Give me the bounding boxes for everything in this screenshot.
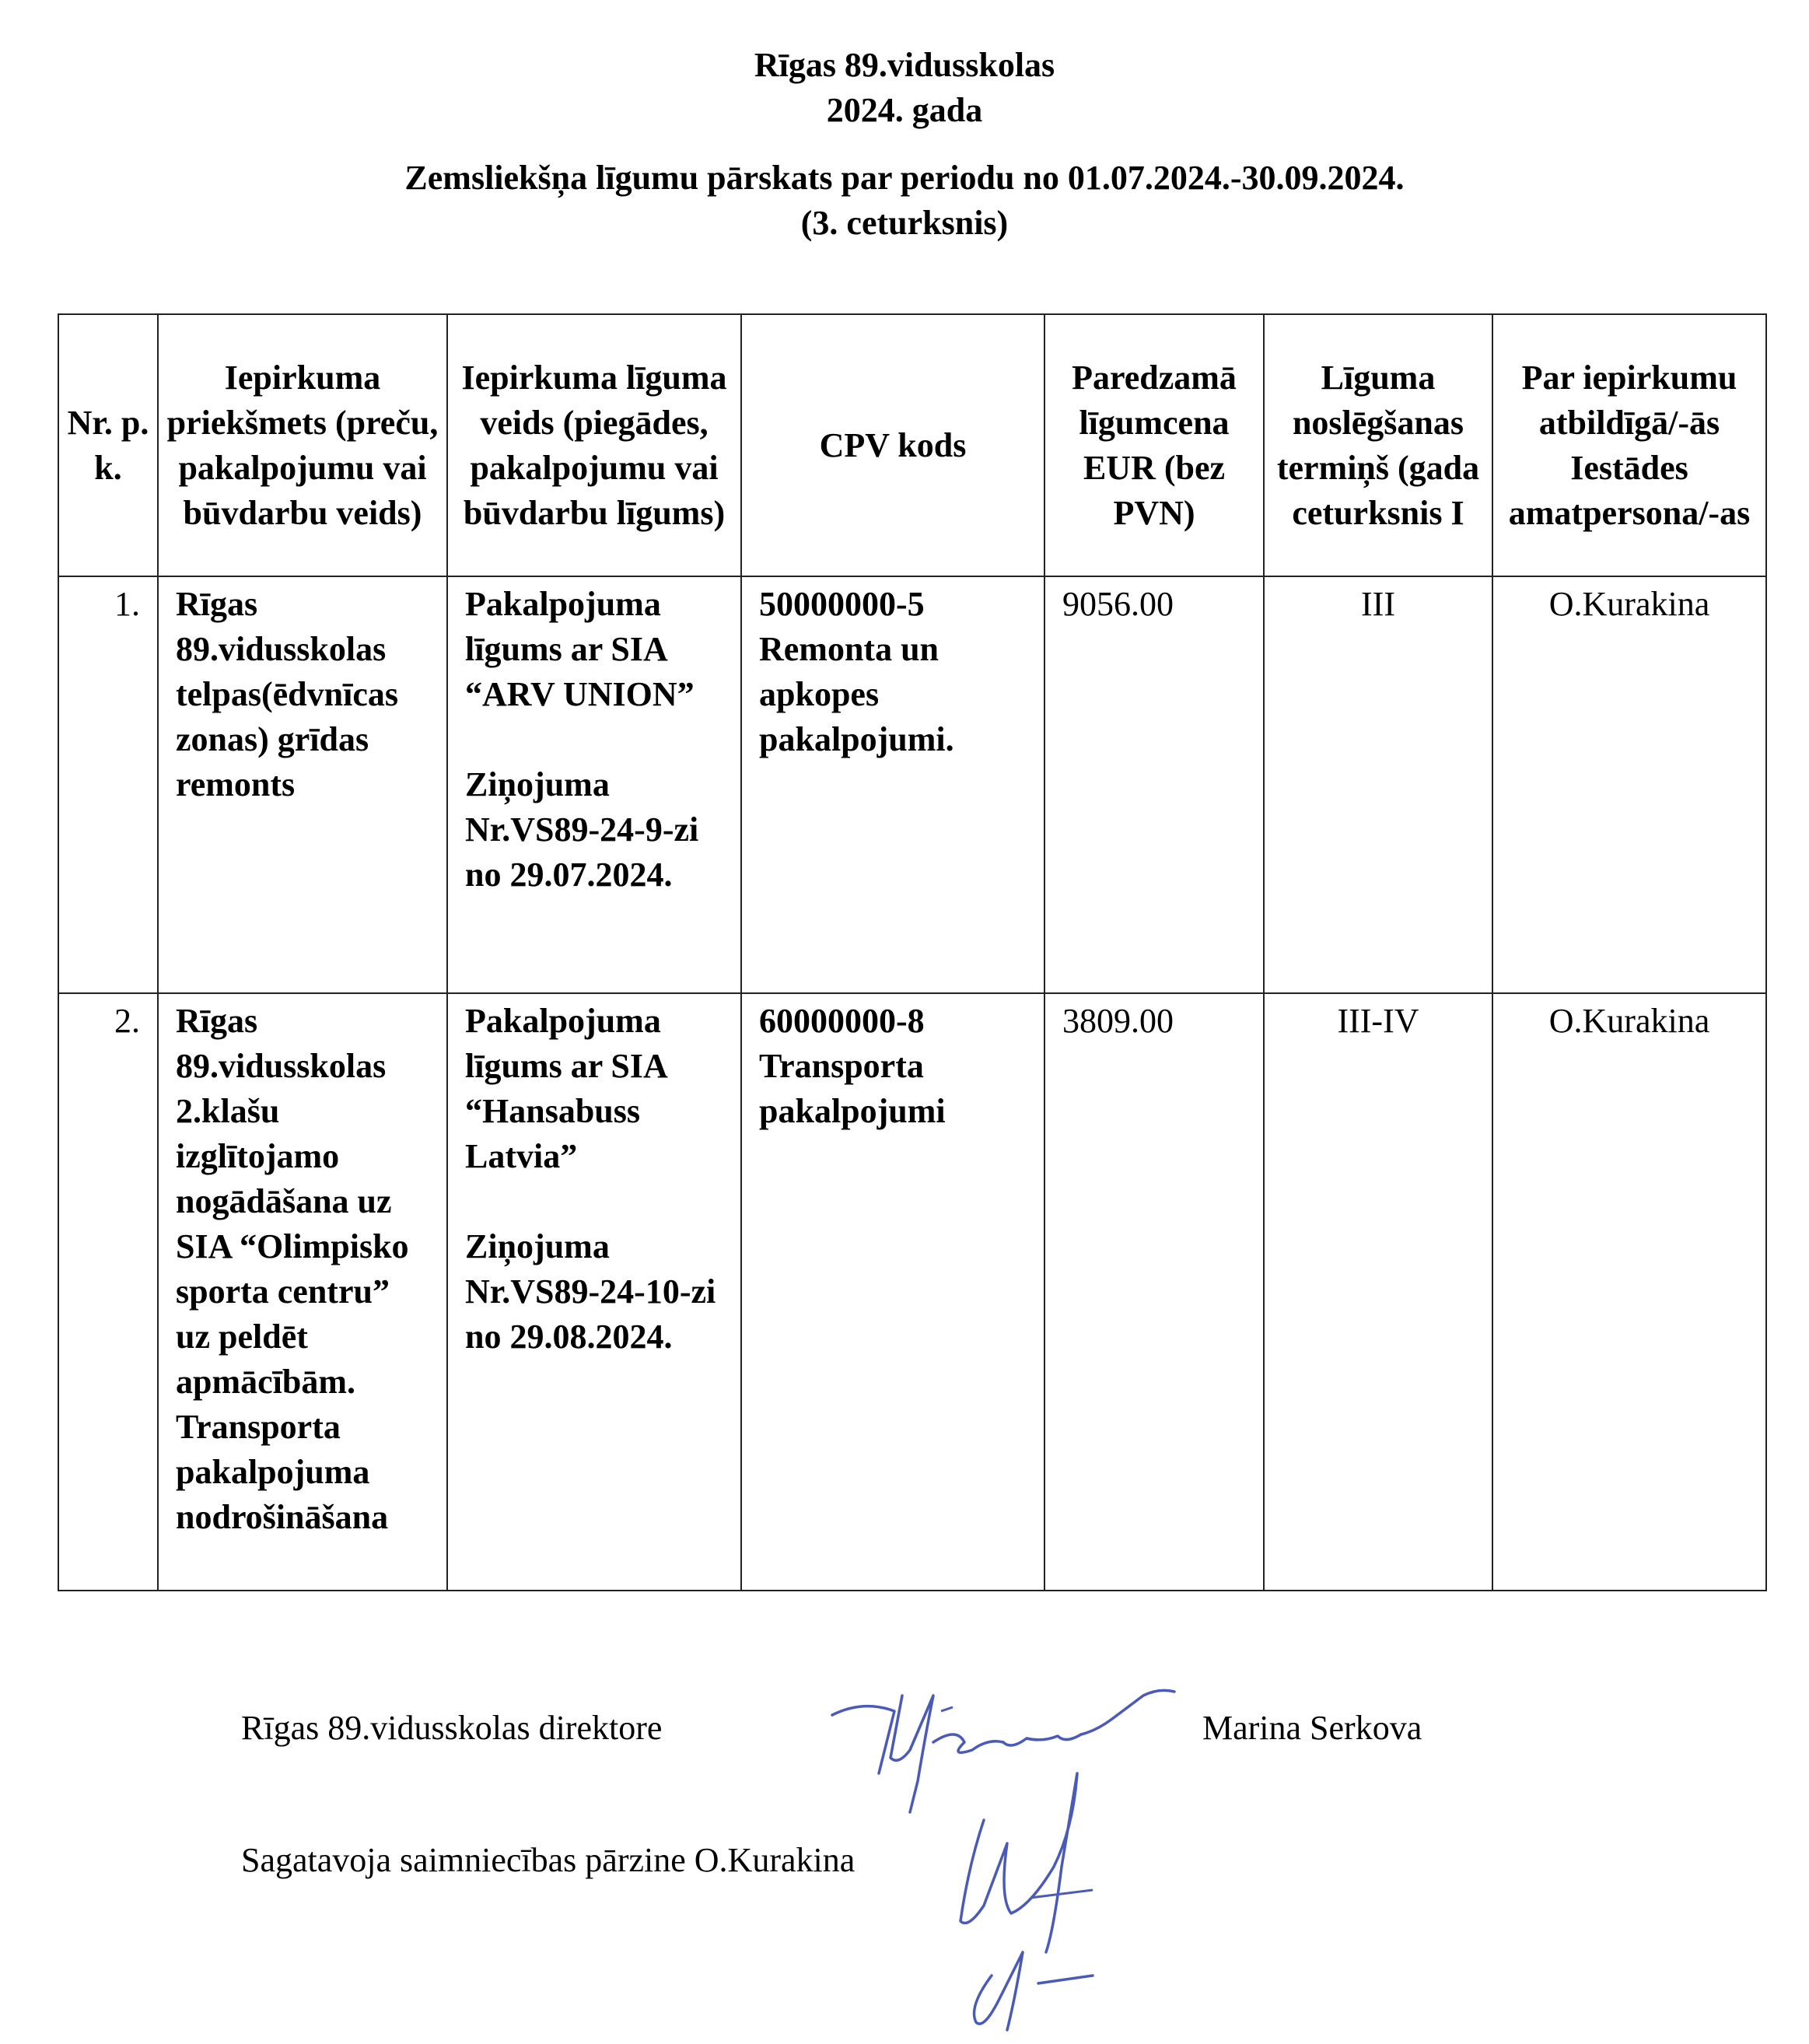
report-year: 2024. gada bbox=[826, 91, 983, 129]
contracts-table bbox=[58, 313, 1767, 1591]
row-contract-type-cell bbox=[447, 576, 741, 993]
row-notice: Ziņojuma Nr.VS89-24-10-zi no 29.08.2024. bbox=[465, 1227, 716, 1356]
row-subject: Rīgas 89.vidusskolas telpas(ēdvnīcas zonas) grīdas remonts bbox=[158, 576, 447, 993]
col-header-contract-type: Iepirkuma līguma veids (piegādes, pakalpojumu vai būvdarbu līgums) bbox=[447, 314, 741, 576]
row-subject: Rīgas 89.vidusskolas 2.klašu izglītojamo nogādāšana uz SIA “Olimpisko sporta centru” uz peldēt apmācībām. Transporta pakalpojuma nodrošināšana bbox=[158, 993, 447, 1591]
director-name: Marina Serkova bbox=[1202, 1709, 1422, 1747]
report-quarter: (3. ceturksnis) bbox=[800, 204, 1009, 242]
col-header-responsible: Par iepirkumu atbildīgā/-ās Iestādes amatpersona/-as bbox=[1492, 314, 1766, 576]
row-term: III bbox=[1264, 576, 1492, 993]
table-header-row bbox=[58, 314, 1766, 576]
row-price: 3809.00 bbox=[1044, 993, 1264, 1591]
preparer-signature bbox=[937, 1750, 1124, 2038]
row-cpv: 50000000-5 Remonta un apkopes pakalpojumi. bbox=[741, 576, 1044, 993]
school-name: Rīgas 89.vidusskolas bbox=[754, 46, 1055, 84]
director-title: Rīgas 89.vidusskolas direktore bbox=[241, 1709, 663, 1747]
row-contract-type: Pakalpojuma līgums ar SIA “Hansabuss Latvia” bbox=[465, 1002, 667, 1175]
row-contract-type-cell bbox=[447, 993, 741, 1591]
report-title: Zemsliekšņa līgumu pārskats par periodu no 01.07.2024.-30.09.2024. bbox=[404, 159, 1405, 197]
row-term: III-IV bbox=[1264, 993, 1492, 1591]
prepared-by: Sagatavoja saimniecības pārzine O.Kurakina bbox=[241, 1841, 856, 1879]
row-number: 1. bbox=[58, 576, 158, 993]
col-header-cpv: CPV kods bbox=[741, 314, 1044, 576]
col-header-price: Paredzamā līgumcena EUR (bez PVN) bbox=[1044, 314, 1264, 576]
row-number: 2. bbox=[58, 993, 158, 1591]
document-header bbox=[0, 43, 1809, 133]
table-row bbox=[58, 993, 1766, 1591]
report-title-block bbox=[0, 156, 1809, 246]
col-header-nr: Nr. p. k. bbox=[58, 314, 158, 576]
row-notice: Ziņojuma Nr.VS89-24-9-zi no 29.07.2024. bbox=[465, 765, 699, 894]
table-row bbox=[58, 576, 1766, 993]
row-responsible: O.Kurakina bbox=[1492, 993, 1766, 1591]
col-header-term: Līguma noslēgšanas termiņš (gada ceturksnis I bbox=[1264, 314, 1492, 576]
row-contract-type: Pakalpojuma līgums ar SIA “ARV UNION” bbox=[465, 585, 695, 713]
row-responsible: O.Kurakina bbox=[1492, 576, 1766, 993]
col-header-subject: Iepirkuma priekšmets (preču, pakalpojumu vai būvdarbu veids) bbox=[158, 314, 447, 576]
row-cpv: 60000000-8 Transporta pakalpojumi bbox=[741, 993, 1044, 1591]
row-price: 9056.00 bbox=[1044, 576, 1264, 993]
